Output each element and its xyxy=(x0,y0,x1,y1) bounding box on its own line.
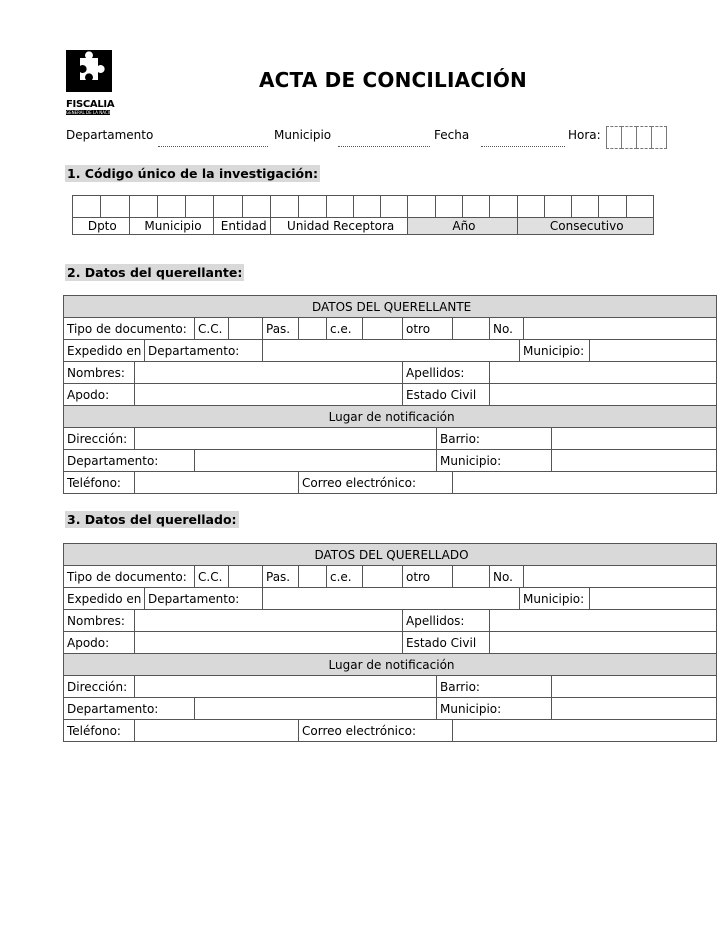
code-cell[interactable] xyxy=(490,196,517,218)
expedido-departamento-field[interactable] xyxy=(263,340,520,362)
hora-field-1[interactable] xyxy=(606,126,622,149)
nombres-label: Nombres: xyxy=(64,362,135,384)
estado-civil-field[interactable] xyxy=(490,632,717,654)
ce-checkbox[interactable] xyxy=(363,318,403,340)
notif-departamento-label: Departamento: xyxy=(64,698,195,720)
telefono-field[interactable] xyxy=(135,472,299,494)
estado-civil-label: Estado Civil xyxy=(403,632,490,654)
pas-checkbox[interactable] xyxy=(299,318,327,340)
ce-label: c.e. xyxy=(327,566,363,588)
expedido-municipio-field[interactable] xyxy=(590,588,717,610)
nombres-label: Nombres: xyxy=(64,610,135,632)
barrio-field[interactable] xyxy=(552,676,717,698)
pas-label: Pas. xyxy=(263,318,299,340)
correo-label: Correo electrónico: xyxy=(299,472,453,494)
code-cell[interactable] xyxy=(242,196,270,218)
cc-label: C.C. xyxy=(195,566,229,588)
expedido-municipio-label: Municipio: xyxy=(520,588,590,610)
fecha-label: Fecha xyxy=(434,128,470,142)
code-cell[interactable] xyxy=(626,196,653,218)
no-field[interactable] xyxy=(524,318,717,340)
telefono-label: Teléfono: xyxy=(64,472,135,494)
no-label: No. xyxy=(490,566,524,588)
direccion-field[interactable] xyxy=(135,428,437,450)
barrio-label: Barrio: xyxy=(437,428,552,450)
direccion-label: Dirección: xyxy=(64,428,135,450)
apodo-label: Apodo: xyxy=(64,384,135,406)
no-label: No. xyxy=(490,318,524,340)
telefono-field[interactable] xyxy=(135,720,299,742)
code-cell[interactable] xyxy=(435,196,462,218)
code-cell[interactable] xyxy=(544,196,571,218)
estado-civil-label: Estado Civil xyxy=(403,384,490,406)
code-cell[interactable] xyxy=(157,196,185,218)
notif-municipio-field[interactable] xyxy=(552,698,717,720)
tipo-documento-label: Tipo de documento: xyxy=(64,566,195,588)
telefono-label: Teléfono: xyxy=(64,720,135,742)
section-3-title: 3. Datos del querellado: xyxy=(67,512,237,527)
hora-field-3[interactable] xyxy=(636,126,652,149)
nombres-field[interactable] xyxy=(135,610,403,632)
code-cell[interactable] xyxy=(381,196,408,218)
apellidos-label: Apellidos: xyxy=(403,362,490,384)
otro-label: otro xyxy=(403,318,453,340)
code-cell[interactable] xyxy=(73,196,101,218)
logo-subtext: GENERAL DE LA NACION xyxy=(66,110,115,115)
apodo-field[interactable] xyxy=(135,632,403,654)
logo-text: FISCALIA xyxy=(66,99,115,110)
code-label-unidad-receptora: Unidad Receptora xyxy=(270,218,407,235)
notif-municipio-field[interactable] xyxy=(552,450,717,472)
otro-label: otro xyxy=(403,566,453,588)
code-cell[interactable] xyxy=(462,196,489,218)
code-cell[interactable] xyxy=(572,196,599,218)
pas-label: Pas. xyxy=(263,566,299,588)
code-cell[interactable] xyxy=(353,196,380,218)
departamento-field[interactable] xyxy=(158,146,268,147)
code-label-ano: Año xyxy=(408,218,517,235)
departamento-label: Departamento xyxy=(66,128,154,142)
correo-field[interactable] xyxy=(453,720,717,742)
lugar-notificacion-header: Lugar de notificación xyxy=(64,654,717,676)
querellante-header: DATOS DEL QUERELLANTE xyxy=(64,296,717,318)
logo xyxy=(66,50,115,115)
code-cell[interactable] xyxy=(270,196,298,218)
hora-field-4[interactable] xyxy=(651,126,667,149)
ce-checkbox[interactable] xyxy=(363,566,403,588)
code-label-consecutivo: Consecutivo xyxy=(517,218,654,235)
pas-checkbox[interactable] xyxy=(299,566,327,588)
hora-field-2[interactable] xyxy=(621,126,637,149)
expedido-municipio-field[interactable] xyxy=(590,340,717,362)
fecha-field[interactable] xyxy=(481,146,565,147)
notif-departamento-label: Departamento: xyxy=(64,450,195,472)
apodo-field[interactable] xyxy=(135,384,403,406)
code-label-municipio: Municipio xyxy=(129,218,214,235)
no-field[interactable] xyxy=(524,566,717,588)
notif-municipio-label: Municipio: xyxy=(437,698,552,720)
cc-checkbox[interactable] xyxy=(229,566,263,588)
expedido-departamento-label: Departamento: xyxy=(145,588,263,610)
barrio-field[interactable] xyxy=(552,428,717,450)
apellidos-field[interactable] xyxy=(490,362,717,384)
expedido-en-label: Expedido en xyxy=(64,340,145,362)
code-cell[interactable] xyxy=(186,196,214,218)
correo-label: Correo electrónico: xyxy=(299,720,453,742)
barrio-label: Barrio: xyxy=(437,676,552,698)
municipio-field[interactable] xyxy=(338,146,430,147)
section-2-title: 2. Datos del querellante: xyxy=(67,265,243,280)
notif-departamento-field[interactable] xyxy=(195,698,437,720)
notif-departamento-field[interactable] xyxy=(195,450,437,472)
code-cell[interactable] xyxy=(517,196,544,218)
code-label-entidad: Entidad xyxy=(214,218,271,235)
apodo-label: Apodo: xyxy=(64,632,135,654)
querellado-header: DATOS DEL QUERELLADO xyxy=(64,544,717,566)
code-cell[interactable] xyxy=(326,196,353,218)
apellidos-label: Apellidos: xyxy=(403,610,490,632)
notif-municipio-label: Municipio: xyxy=(437,450,552,472)
code-cell[interactable] xyxy=(599,196,626,218)
ce-label: c.e. xyxy=(327,318,363,340)
otro-checkbox[interactable] xyxy=(453,566,490,588)
municipio-label: Municipio xyxy=(274,128,332,142)
apellidos-field[interactable] xyxy=(490,610,717,632)
estado-civil-field[interactable] xyxy=(490,384,717,406)
puzzle-logo-icon xyxy=(66,50,112,92)
nombres-field[interactable] xyxy=(135,362,403,384)
codigo-unico-table xyxy=(72,195,654,235)
expedido-departamento-field[interactable] xyxy=(263,588,520,610)
expedido-municipio-label: Municipio: xyxy=(520,340,590,362)
querellado-table xyxy=(63,543,717,742)
direccion-field[interactable] xyxy=(135,676,437,698)
hora-label: Hora: xyxy=(568,128,601,142)
code-cell[interactable] xyxy=(408,196,435,218)
correo-field[interactable] xyxy=(453,472,717,494)
code-cell[interactable] xyxy=(299,196,326,218)
page-title: ACTA DE CONCILIACIÓN xyxy=(259,68,527,92)
code-cell[interactable] xyxy=(101,196,129,218)
code-label-dpto: Dpto xyxy=(73,218,130,235)
lugar-notificacion-header: Lugar de notificación xyxy=(64,406,717,428)
cc-label: C.C. xyxy=(195,318,229,340)
expedido-departamento-label: Departamento: xyxy=(145,340,263,362)
otro-checkbox[interactable] xyxy=(453,318,490,340)
cc-checkbox[interactable] xyxy=(229,318,263,340)
expedido-en-label: Expedido en xyxy=(64,588,145,610)
tipo-documento-label: Tipo de documento: xyxy=(64,318,195,340)
direccion-label: Dirección: xyxy=(64,676,135,698)
code-cell[interactable] xyxy=(214,196,242,218)
code-cell[interactable] xyxy=(129,196,157,218)
querellante-table xyxy=(63,295,717,494)
section-1-title: 1. Código único de la investigación: xyxy=(67,166,319,181)
